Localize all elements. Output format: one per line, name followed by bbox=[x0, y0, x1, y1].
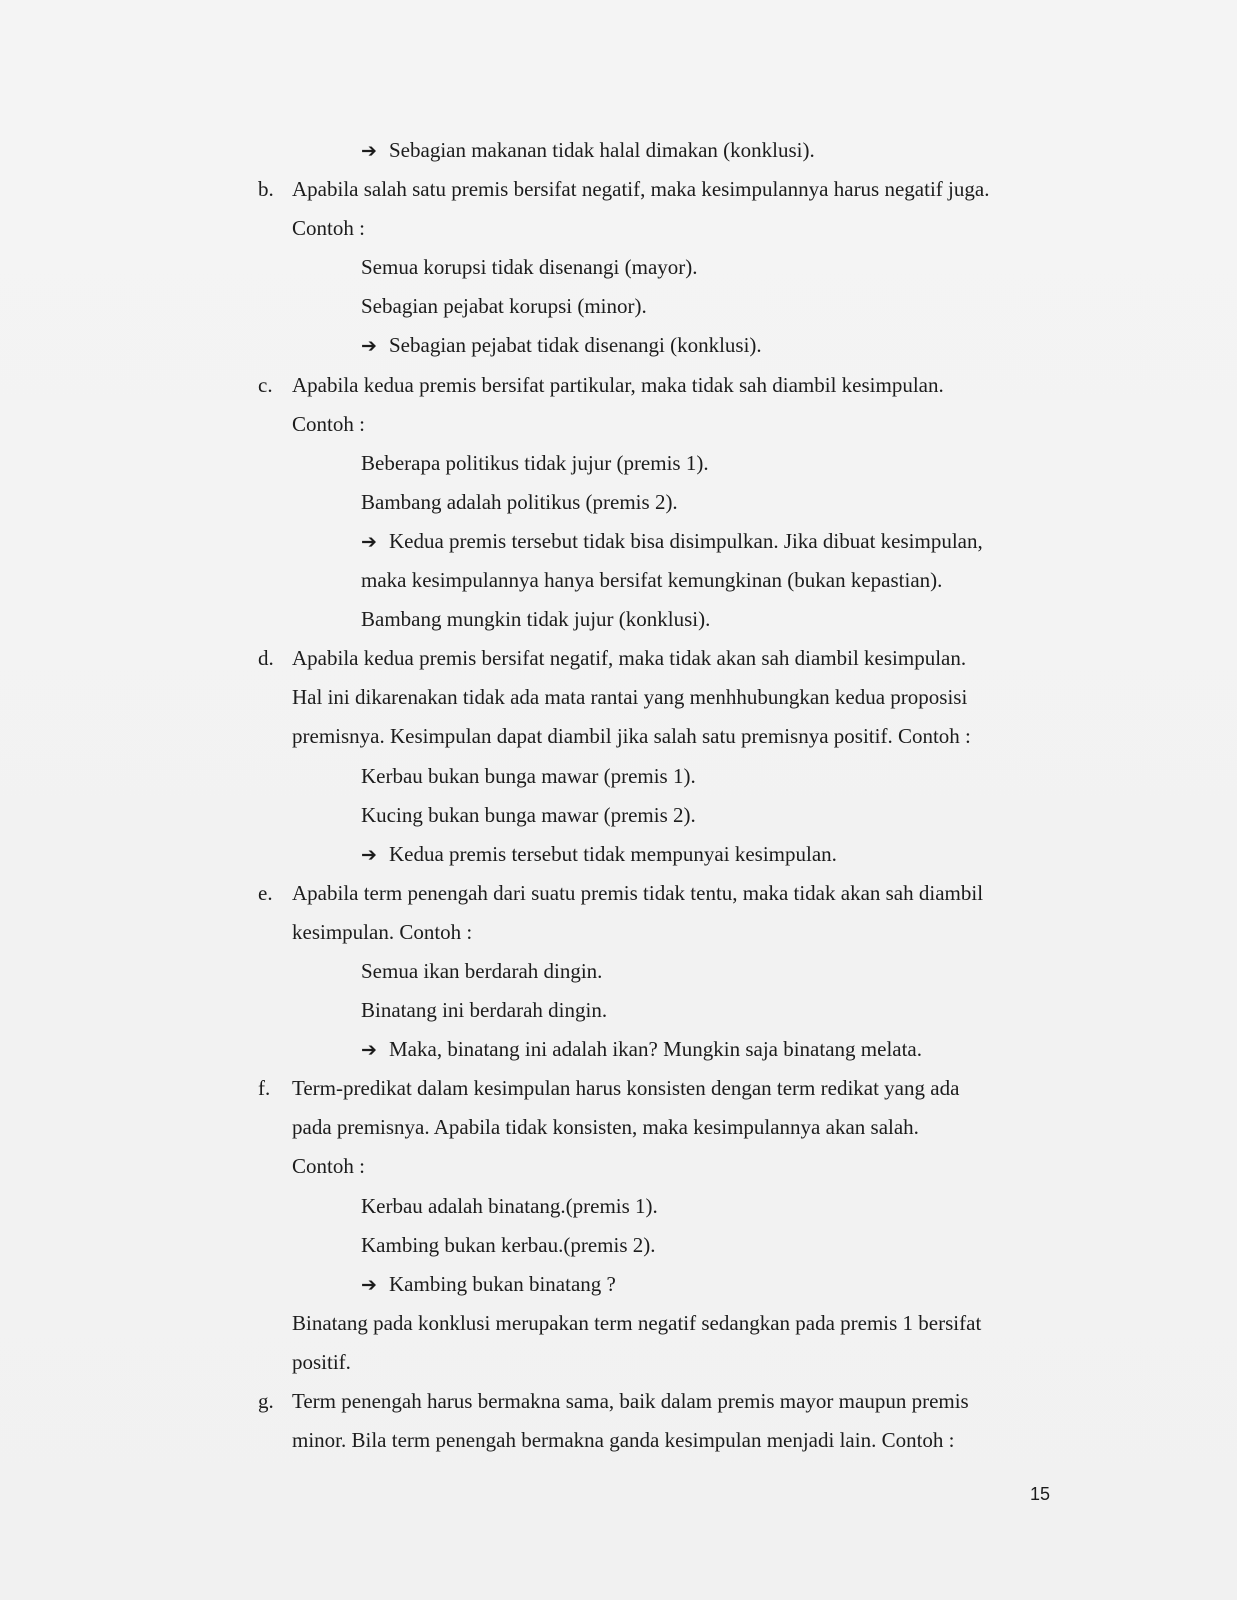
right-arrow-icon: ➔ bbox=[361, 843, 377, 866]
list-item-c bbox=[258, 366, 1050, 405]
list-marker: b. bbox=[258, 177, 274, 202]
list-marker: e. bbox=[258, 880, 273, 905]
premise-line: Kambing bukan kerbau.(premis 2). bbox=[361, 1232, 656, 1257]
conclusion-line bbox=[258, 835, 1050, 874]
premise-line: Bambang adalah politikus (premis 2). bbox=[361, 489, 678, 514]
premise-line: Sebagian pejabat korupsi (minor). bbox=[361, 294, 647, 319]
line-text: Sebagian makanan tidak halal dimakan (konklusi). bbox=[389, 138, 815, 162]
right-arrow-icon: ➔ bbox=[361, 1273, 377, 1296]
line-text: Sebagian pejabat tidak disenangi (konklusi). bbox=[389, 333, 762, 358]
conclusion-line bbox=[258, 522, 1050, 561]
conclusion-line bbox=[258, 131, 1050, 170]
list-marker: f. bbox=[258, 1076, 271, 1101]
conclusion-line bbox=[258, 1030, 1050, 1069]
rule-text: Apabila kedua premis bersifat partikular, maka tidak sah diambil kesimpulan. bbox=[292, 372, 944, 397]
list-item-b bbox=[258, 170, 1050, 209]
list-item-f bbox=[258, 1069, 1050, 1108]
rule-text: Hal ini dikarenakan tidak ada mata rantai yang menhhubungkan kedua proposisi bbox=[292, 685, 968, 710]
list-marker: g. bbox=[258, 1389, 274, 1413]
rule-text: Apabila kedua premis bersifat negatif, maka tidak akan sah diambil kesimpulan. bbox=[292, 646, 967, 671]
premise-line: Semua korupsi tidak disenangi (mayor). bbox=[361, 255, 698, 280]
example-label: Contoh : bbox=[292, 216, 365, 241]
page-number: 15 bbox=[1029, 1484, 1050, 1504]
premise-line: Semua ikan berdarah dingin. bbox=[361, 958, 603, 983]
conclusion-line bbox=[258, 326, 1050, 365]
right-arrow-icon: ➔ bbox=[361, 335, 377, 358]
premise-line: Kerbau adalah binatang.(premis 1). bbox=[361, 1193, 658, 1218]
line-text: Kedua premis tersebut tidak bisa disimpulkan. Jika dibuat kesimpulan, bbox=[389, 528, 983, 553]
list-item-g bbox=[258, 1382, 1050, 1421]
rule-text: pada premisnya. Apabila tidak konsisten, maka kesimpulannya akan salah. bbox=[292, 1115, 919, 1140]
conclusion-line bbox=[258, 1265, 1050, 1304]
rule-text: premisnya. Kesimpulan dapat diambil jika salah satu premisnya positif. Contoh : bbox=[292, 724, 971, 749]
page-body bbox=[258, 131, 1050, 1460]
explanation-text: positif. bbox=[292, 1349, 351, 1374]
premise-line: Beberapa politikus tidak jujur (premis 1). bbox=[361, 450, 709, 475]
premise-line: Kucing bukan bunga mawar (premis 2). bbox=[361, 802, 696, 827]
rule-text: Apabila salah satu premis bersifat negatif, maka kesimpulannya harus negatif juga. bbox=[292, 177, 990, 202]
example-label: Contoh : bbox=[292, 411, 365, 436]
rule-text: Term-predikat dalam kesimpulan harus konsisten dengan term redikat yang ada bbox=[292, 1076, 960, 1101]
example-label: Contoh : bbox=[292, 1154, 365, 1179]
right-arrow-icon: ➔ bbox=[361, 140, 377, 162]
right-arrow-icon: ➔ bbox=[361, 1039, 377, 1062]
conclusion-line: Bambang mungkin tidak jujur (konklusi). bbox=[361, 607, 711, 632]
conclusion-line: maka kesimpulannya hanya bersifat kemungkinan (bukan kepastian). bbox=[361, 568, 943, 593]
right-arrow-icon: ➔ bbox=[361, 530, 377, 553]
list-item-d bbox=[258, 639, 1050, 678]
premise-line: Kerbau bukan bunga mawar (premis 1). bbox=[361, 763, 696, 788]
rule-text: Apabila term penengah dari suatu premis tidak tentu, maka tidak akan sah diambil bbox=[292, 880, 984, 905]
list-marker: d. bbox=[258, 646, 274, 671]
line-text: Kedua premis tersebut tidak mempunyai kesimpulan. bbox=[389, 841, 837, 866]
list-item-e bbox=[258, 874, 1050, 913]
line-text: Maka, binatang ini adalah ikan? Mungkin saja binatang melata. bbox=[389, 1037, 922, 1062]
explanation-text: Binatang pada konklusi merupakan term negatif sedangkan pada premis 1 bersifat bbox=[292, 1310, 982, 1335]
rule-text: kesimpulan. Contoh : bbox=[292, 919, 473, 944]
list-marker: c. bbox=[258, 372, 273, 397]
rule-text: Term penengah harus bermakna sama, baik dalam premis mayor maupun premis bbox=[292, 1389, 969, 1413]
premise-line: Binatang ini berdarah dingin. bbox=[361, 998, 608, 1023]
rule-text: minor. Bila term penengah bermakna ganda kesimpulan menjadi lain. Contoh : bbox=[292, 1428, 955, 1453]
line-text: Kambing bukan binatang ? bbox=[389, 1271, 616, 1296]
